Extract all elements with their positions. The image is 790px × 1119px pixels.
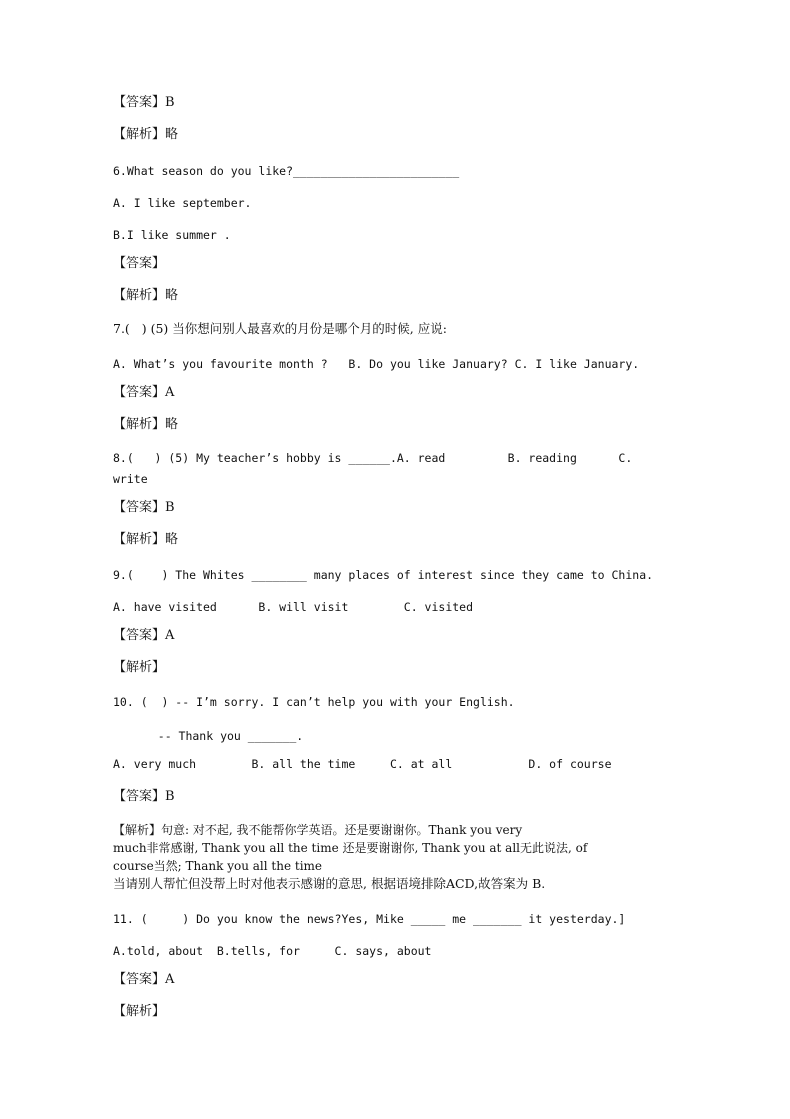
answer-label-5: 【答案】B [113, 95, 175, 110]
answer-label-8: 【答案】B [113, 500, 175, 515]
analysis-label-7: 【解析】略 [113, 417, 179, 432]
analysis-10-line-4: 当请别人帮忙但没帮上时对他表示感谢的意思, 根据语境排除ACD,故答案为 B. [113, 876, 546, 891]
answer-label-10: 【答案】B [113, 789, 175, 804]
analysis-label-5: 【解析】略 [113, 127, 179, 142]
answer-label-11: 【答案】A [113, 972, 175, 987]
question-11-options: A.told, about B.tells, for C. says, about [113, 944, 432, 958]
question-7-options: A. What’s you favourite month ? B. Do you like January? C. I like January. [113, 357, 640, 371]
question-7: 7.( ) (5) 当你想问别人最喜欢的月份是哪个月的时候, 应说: [113, 321, 447, 336]
analysis-10-line-1: 【解析】句意: 对不起, 我不能帮你学英语。还是要谢谢你。Thank you very [113, 823, 523, 837]
analysis-label-8: 【解析】略 [113, 532, 179, 547]
question-10-reply: -- Thank you _______. [137, 729, 304, 743]
question-10-options: A. very much B. all the time C. at all D. of course [113, 757, 612, 771]
question-11: 11. ( ) Do you know the news?Yes, Mike _____ me _______ it yesterday.] [113, 912, 626, 926]
analysis-10-line-2: much非常感谢, Thank you all the time 还是要谢谢你, Thank you at all无此说法, of [113, 841, 588, 855]
answer-label-9: 【答案】A [113, 628, 175, 643]
question-9-options: A. have visited B. will visit C. visited [113, 600, 474, 614]
question-6-option-a: A. I like september. [113, 196, 252, 210]
question-8-continued: write [113, 472, 148, 486]
question-6-option-b: B.I like summer . [113, 228, 231, 242]
analysis-10-line-3: course当然; Thank you all the time [113, 859, 323, 873]
question-9: 9.( ) The Whites ________ many places of interest since they came to China. [113, 568, 654, 582]
answer-label-6: 【答案】 [113, 256, 166, 271]
question-6: 6.What season do you like?________________________ [113, 164, 460, 178]
analysis-label-6: 【解析】略 [113, 288, 179, 303]
question-8: 8.( ) (5) My teacher’s hobby is ______.A. read B. reading C. [113, 451, 633, 465]
answer-label-7: 【答案】A [113, 385, 175, 400]
question-10: 10. ( ) -- I’m sorry. I can’t help you with your English. [113, 695, 515, 709]
analysis-label-11: 【解析】 [113, 1004, 166, 1019]
analysis-label-9: 【解析】 [113, 660, 166, 675]
